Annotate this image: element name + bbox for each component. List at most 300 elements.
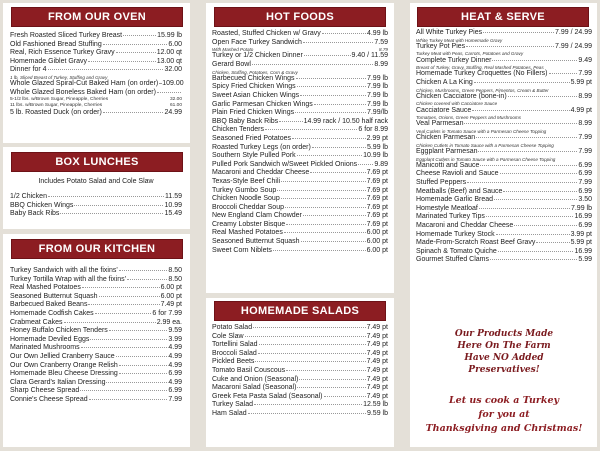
item-price: 7.49 pt — [366, 375, 388, 383]
item-price: 7.99 lb — [366, 83, 388, 91]
holiday-line-2: for you at — [478, 409, 530, 420]
item-name: Crabmeat Cakes — [10, 318, 63, 326]
item-name: Macaroni and Cheddar Cheese — [212, 169, 310, 177]
item-name: White Turkey Meat with Homemade Gravy — [416, 37, 503, 43]
item-price: 8.99 — [578, 120, 592, 128]
menu-item — [10, 293, 182, 302]
menu-item — [416, 148, 592, 157]
no-preservatives-slogan — [416, 328, 592, 376]
menu-item — [416, 231, 592, 240]
item-price: 6.00 pt — [160, 284, 182, 292]
item-price: 7.59 — [374, 38, 388, 46]
leader-dots — [295, 112, 366, 113]
item-name: Creamy Lobster Bisque — [212, 220, 286, 228]
item-price: 4.99 — [168, 344, 182, 352]
item-name: Homemade Turkey Stock — [416, 230, 495, 238]
item-name: Chicken Noodle Soup — [212, 195, 280, 203]
item-price: 4.99 lb — [366, 30, 388, 37]
hot-header: HOT FOODS — [215, 8, 385, 26]
item-price: 7.99 — [578, 70, 592, 78]
item-name: Sharp Cheese Spread — [10, 387, 80, 395]
item-name: Chicken, Mushrooms, Green Peppers, Pimentos, Cream & Butter — [416, 87, 549, 93]
item-name: Complete Turkey Dinner — [416, 56, 492, 64]
item-price: 7.49 pt — [366, 324, 388, 331]
item-name: Clara Gerard's Italian Dressing — [10, 378, 106, 386]
item-name: Potato Salad — [212, 324, 253, 331]
item-name: Whole Glazed Boneless Baked Ham (on order) — [10, 88, 156, 96]
menu-item — [10, 109, 182, 118]
menu-item — [10, 344, 182, 353]
leader-dots — [503, 191, 577, 192]
item-price: 7.99 / 24.99 — [555, 29, 592, 36]
item-name: Our Own Cranberry Orange Relish — [10, 361, 118, 369]
item-name: Turkey Tortilla Wrap with all the fixins' — [10, 275, 126, 283]
item-name: All White Turkey Pies — [416, 29, 483, 36]
menu-item — [416, 256, 592, 265]
item-name: Breast of Turkey, Gravy, Stuffing, Real Mashed Potatoes, Peas — [416, 65, 544, 71]
menu-item — [10, 327, 182, 336]
leader-dots — [297, 86, 366, 87]
item-name: Cole Slaw — [212, 332, 244, 340]
menu-item — [212, 376, 388, 385]
item-price: 7.49 pt — [366, 392, 388, 400]
leader-dots — [467, 182, 577, 183]
item-name: 1/2 Chicken — [10, 193, 47, 200]
item-name: 5 lb. Roasted Duck (on order) — [10, 108, 102, 116]
item-price: 3.99 — [168, 335, 182, 343]
item-name: New England Clam Chowder — [212, 212, 302, 220]
item-price: 7.99 — [168, 395, 182, 403]
leader-dots — [297, 155, 362, 156]
item-name: Homestyle Meatloaf — [416, 204, 478, 212]
menu-item — [212, 109, 388, 118]
leader-dots — [536, 242, 569, 243]
item-price: 7.49 pt — [366, 349, 388, 357]
item-name: Turkey Sandwich with all the fixins' — [10, 267, 118, 274]
item-name: Greek Feta Pasta Salad (Seasonal) — [212, 392, 323, 400]
menu-item — [10, 379, 182, 388]
item-price: 7.99 — [578, 178, 592, 186]
leader-dots — [292, 138, 366, 139]
leader-dots — [466, 46, 554, 47]
item-name: Barbecued Chicken Wings — [212, 74, 295, 82]
item-name: Plain Fried Chicken Wings — [212, 109, 295, 117]
item-price: 5.99 lb — [366, 143, 388, 151]
item-name: Old Fashioned Bread Stuffing — [10, 40, 102, 48]
menu-item — [416, 248, 592, 257]
leader-dots — [259, 344, 366, 345]
leader-dots — [89, 399, 168, 400]
item-name: Barbecued Baked Beans — [10, 301, 88, 309]
item-price: 6 for 8.99 — [358, 126, 388, 134]
menu-item — [212, 126, 388, 135]
leader-dots — [324, 396, 366, 397]
leader-dots — [301, 241, 366, 242]
item-price: 7.69 pt — [366, 212, 388, 220]
item-name: Macaroni and Cheddar Cheese — [416, 221, 514, 229]
menu-item — [212, 229, 388, 238]
item-name: Seasoned Butternut Squash — [212, 238, 300, 246]
item-name: Real Mashed Potatoes — [10, 284, 81, 292]
leader-dots — [157, 92, 181, 93]
leader-dots — [74, 205, 163, 206]
item-price: 61.00 — [169, 102, 182, 108]
menu-item — [212, 187, 388, 196]
item-name: Seasoned Butternut Squash — [10, 292, 98, 300]
menu-item — [10, 49, 182, 58]
menu-item — [212, 358, 388, 367]
item-name: Tomatoes, Onions, Green Peppers and Mushrooms — [416, 115, 522, 121]
leader-dots — [248, 413, 366, 414]
menu-item — [416, 134, 592, 143]
item-name: Cheese Ravioli and Sauce — [416, 170, 499, 178]
item-price: 24.99 — [164, 108, 182, 116]
leader-dots — [464, 123, 577, 124]
menu-item — [10, 58, 182, 67]
item-price: 32.00 — [164, 66, 182, 74]
menu-item — [212, 384, 388, 393]
leader-dots — [103, 44, 168, 45]
item-price: 7.49 pt — [366, 332, 388, 340]
menu-item — [212, 221, 388, 230]
leader-dots — [281, 198, 366, 199]
item-price: 12.59 lb — [363, 401, 388, 409]
item-name: Macaroni Salad (Seasonal) — [212, 384, 297, 392]
menu-item — [416, 213, 592, 222]
item-price: 7.99 lb — [366, 100, 388, 108]
slogan-line-1: Our Products Made — [454, 329, 554, 339]
item-name: BBQ Baby Back Ribs — [212, 117, 279, 125]
menu-item — [212, 169, 388, 178]
leader-dots — [358, 164, 373, 165]
menu-item — [416, 188, 592, 197]
item-price: 8.99 — [578, 92, 592, 100]
menu-item — [416, 162, 592, 171]
holiday-line-1: Let us cook a Turkey — [448, 395, 560, 406]
leader-dots — [514, 225, 577, 226]
item-price: 7.49 pt — [366, 341, 388, 349]
item-name: Garlic Parmesan Chicken Wings — [212, 100, 313, 108]
menu-item — [212, 324, 388, 333]
item-name: 1 lb. Sliced Breast of Turkey, Stuffing and Gravy — [10, 74, 108, 80]
item-price: 6.00 — [168, 40, 182, 48]
leader-dots — [312, 147, 366, 148]
item-name: Pickled Beets — [212, 358, 255, 366]
leader-dots — [479, 208, 570, 209]
menu-item — [10, 362, 182, 371]
leader-dots — [474, 82, 570, 83]
item-price: 7.49 pt — [366, 358, 388, 366]
item-name: Spinach & Tomato Quiche — [416, 247, 497, 255]
item-name: Broccoli Cheddar Soup — [212, 203, 284, 211]
lunches-list — [10, 193, 182, 219]
menu-item — [10, 66, 182, 75]
menu-item — [10, 336, 182, 345]
menu-item — [416, 170, 592, 179]
leader-dots — [119, 373, 168, 374]
leader-dots — [88, 61, 156, 62]
menu-item — [416, 239, 592, 248]
kitchen-header: FROM OUR KITCHEN — [12, 240, 182, 258]
leader-dots — [99, 296, 160, 297]
leader-dots — [300, 95, 366, 96]
leader-dots — [95, 313, 152, 314]
item-name: Turkey Salad — [212, 401, 253, 409]
item-price: 8.99 — [374, 60, 388, 68]
menu-item — [10, 32, 182, 41]
leader-dots — [480, 165, 577, 166]
leader-dots — [81, 347, 168, 348]
item-name: Chicken, Stuffing, Potatoes, Corn & Gravy — [212, 69, 298, 75]
leader-dots — [254, 404, 362, 405]
item-price: 16.99 — [574, 213, 592, 221]
item-name: Veal Parmesan — [416, 120, 464, 128]
item-name: Homemade Bleu Cheese Dressing — [10, 370, 118, 378]
menu-item — [212, 350, 388, 359]
item-name: Spicy Fried Chicken Wings — [212, 83, 296, 91]
item-name: Chicken Cutlets in Tomato Sauce with a Parmesan Cheese Topping — [416, 142, 554, 148]
menu-item — [212, 212, 388, 221]
leader-dots — [490, 259, 577, 260]
item-price: 15.49 — [164, 210, 182, 218]
menu-item — [212, 118, 388, 127]
leader-dots — [472, 110, 569, 111]
menu-item — [10, 310, 182, 319]
leader-dots — [88, 304, 159, 305]
leader-dots — [296, 78, 366, 79]
leader-dots — [252, 64, 373, 65]
leader-dots — [286, 224, 365, 225]
menu-item — [212, 178, 388, 187]
menu-item — [212, 401, 388, 410]
item-name: Southern Style Pulled Pork — [212, 152, 296, 160]
holiday-line-3: Thanksgiving and Christmas! — [425, 423, 583, 434]
leader-dots — [123, 35, 156, 36]
item-price: 32.00 — [169, 97, 182, 103]
item-price: 7.99 — [578, 147, 592, 155]
item-price: 9.89 — [374, 160, 388, 168]
menu-item — [416, 179, 592, 188]
leader-dots — [48, 69, 164, 70]
item-name: Gerard Bowl — [212, 60, 251, 68]
menu-item — [10, 370, 182, 379]
item-price: 6 for 7.99 — [152, 309, 182, 317]
item-name: Homemade Codfish Cakes — [10, 309, 94, 317]
item-price: 8.79 — [379, 47, 388, 53]
oven-list — [10, 32, 182, 117]
menu-item — [212, 161, 388, 170]
leader-dots — [297, 387, 365, 388]
menu-item — [416, 70, 592, 79]
leader-dots — [127, 279, 167, 280]
item-price: 11.59 — [165, 193, 182, 200]
heat-list — [416, 29, 592, 265]
item-price: 13.00 qt — [156, 57, 182, 65]
item-name: Chicken A La King — [416, 78, 473, 86]
item-name: Made-From-Scratch Roast Beef Gravy — [416, 239, 536, 247]
leader-dots — [285, 207, 366, 208]
menu-item — [212, 341, 388, 350]
item-name: Dinner for 4 — [10, 66, 47, 74]
menu-item — [212, 238, 388, 247]
item-name: Whole Glazed Spiral-Cut Baked Ham (on order) — [10, 80, 159, 88]
leader-dots — [478, 151, 577, 152]
item-name: Honey Buffalo Chicken Tenders — [10, 327, 108, 335]
leader-dots — [245, 336, 366, 337]
item-name: Real, Rich Essence Turkey Gravy — [10, 49, 115, 57]
leader-dots — [494, 199, 577, 200]
menu-item — [212, 101, 388, 110]
item-name: BBQ Chicken Wings — [10, 201, 74, 209]
item-price: 2.99 ea. — [156, 318, 182, 326]
item-price: 2.99 pt — [366, 134, 388, 142]
leader-dots — [106, 382, 167, 383]
item-price: 6.99 — [168, 387, 182, 395]
menu-item — [416, 79, 592, 88]
lunches-subtitle: Includes Potato Salad and Cole Slaw — [38, 178, 154, 185]
leader-dots — [253, 327, 365, 328]
leader-dots — [304, 55, 351, 56]
item-name: Cuke and Onion (Seasonal) — [212, 375, 299, 383]
menu-item — [10, 396, 182, 405]
menu-item — [212, 75, 388, 84]
menu-item — [212, 135, 388, 144]
menu-item — [212, 92, 388, 101]
menu-item — [212, 393, 388, 402]
lunches-header: BOX LUNCHES — [12, 153, 182, 171]
item-price: 7.69 pt — [366, 220, 388, 228]
leader-dots — [281, 181, 365, 182]
menu-item — [10, 202, 182, 211]
item-name: Veal Cutlets in Tomato Sauce with a Parmesan Cheese Topping — [416, 128, 547, 134]
item-name: Sweet Asian Chicken Wings — [212, 91, 300, 99]
menu-item — [416, 93, 592, 102]
item-price: 6.99 — [578, 221, 592, 229]
item-price: 6.00 pt — [366, 246, 388, 254]
heat-header: HEAT & SERVE — [418, 8, 588, 26]
leader-dots — [299, 379, 365, 380]
item-name: Seasoned Fried Potatoes — [212, 134, 291, 142]
item-name: Turkey Gumbo Soup — [212, 186, 277, 194]
menu-item — [212, 39, 388, 48]
item-name: Gourmet Stuffed Clams — [416, 256, 490, 264]
item-price: 7.99 — [578, 134, 592, 142]
leader-dots — [80, 390, 167, 391]
leader-dots — [486, 216, 574, 217]
menu-item — [10, 267, 182, 276]
menu-item — [212, 152, 388, 161]
item-price: 6.99 — [578, 187, 592, 195]
item-name: Meatballs (Beef) and Sauce — [416, 187, 503, 195]
item-price: 15.99 lb — [157, 32, 182, 39]
kitchen-list — [10, 267, 182, 405]
item-price: 7.49 pt — [366, 384, 388, 392]
item-price: 12.00 qt — [156, 49, 182, 57]
menu-item — [416, 120, 592, 129]
item-name: Eggplant Parmesan — [416, 147, 478, 155]
menu-item — [212, 247, 388, 256]
item-price: 7.99/lb — [366, 109, 388, 117]
leader-dots — [483, 32, 554, 33]
item-price: 6.99 — [578, 170, 592, 178]
item-name: Chicken Parmesan — [416, 134, 476, 142]
menu-item — [10, 301, 182, 310]
leader-dots — [159, 83, 161, 84]
item-name: Pulled Pork Sandwich w/Sweet Pickled Onions — [212, 160, 358, 168]
item-price: 6.99 — [168, 370, 182, 378]
leader-dots — [500, 173, 578, 174]
menu-item — [416, 57, 592, 66]
salads-list — [212, 324, 388, 419]
item-price: 6.00 pt — [160, 292, 182, 300]
item-price: 4.99 — [168, 352, 182, 360]
item-price: 6.99 — [578, 161, 592, 169]
item-name: Chicken Cacciatore (bone-in) — [416, 92, 507, 100]
item-price: 7.69 pt — [366, 203, 388, 211]
menu-item — [416, 107, 592, 116]
leader-dots — [119, 270, 168, 271]
leader-dots — [103, 112, 164, 113]
item-price: 109.00 — [162, 80, 184, 88]
item-price: 10.99 — [164, 201, 182, 209]
leader-dots — [549, 73, 578, 74]
leader-dots — [492, 60, 577, 61]
item-name: Homemade Turkey Croquettes (No Fillers) — [416, 70, 548, 78]
menu-item — [416, 29, 592, 38]
item-price: 7.49 pt — [366, 366, 388, 374]
item-name: Turkey or 1/2 Chicken Dinner — [212, 52, 303, 60]
slogan-line-3: Have NO Added — [464, 353, 544, 363]
item-price: 6.00 pt — [366, 238, 388, 246]
leader-dots — [116, 356, 168, 357]
item-name: Cacciatore Sauce — [416, 106, 472, 114]
item-price: 7.69 pt — [366, 195, 388, 203]
menu-item — [212, 333, 388, 342]
item-name: Real Mashed Potatoes — [212, 229, 283, 237]
leader-dots — [48, 196, 164, 197]
item-name: 5-1/2 lbs. w/Brown Sugar, Pineapple, Cherries — [10, 97, 109, 103]
menu-item — [212, 83, 388, 92]
item-name: Roasted, Stuffed Chicken w/ Gravy — [212, 30, 321, 37]
item-price: 5.99 pt — [570, 239, 592, 247]
item-price: 3.50 — [578, 196, 592, 204]
item-name: Chicken Tenders — [212, 126, 265, 134]
item-price: 5.99 — [578, 256, 592, 264]
holiday-turkey-message — [412, 394, 596, 436]
leader-dots — [286, 370, 365, 371]
item-price: 5.99 pt — [570, 78, 592, 86]
menu-item — [10, 284, 182, 293]
menu-item — [416, 222, 592, 231]
item-name: Manicotti and Sauce — [416, 161, 480, 169]
leader-dots — [279, 121, 302, 122]
leader-dots — [498, 251, 574, 252]
item-name: Our Own Jellied Cranberry Sauce — [10, 352, 115, 360]
leader-dots — [265, 129, 357, 130]
menu-item — [416, 43, 592, 52]
item-name: Ham Salad — [212, 409, 247, 417]
item-price: 7.69 pt — [366, 177, 388, 185]
item-name: Marinated Mushrooms — [10, 344, 80, 352]
salads-header: HOMEMADE SALADS — [215, 302, 385, 320]
leader-dots — [255, 361, 365, 362]
item-name: Eggplant Cutlets in Tomato Sauce with a Parmesan Cheese Topping — [416, 156, 556, 162]
item-name: Fresh Roasted Sliced Turkey Breast — [10, 32, 123, 39]
item-name: 11 lbs. w/Brown Sugar, Pineapple, Cherries — [10, 102, 103, 108]
item-name: Homemade Garlic Bread — [416, 196, 494, 204]
leader-dots — [496, 234, 570, 235]
leader-dots — [64, 322, 156, 323]
